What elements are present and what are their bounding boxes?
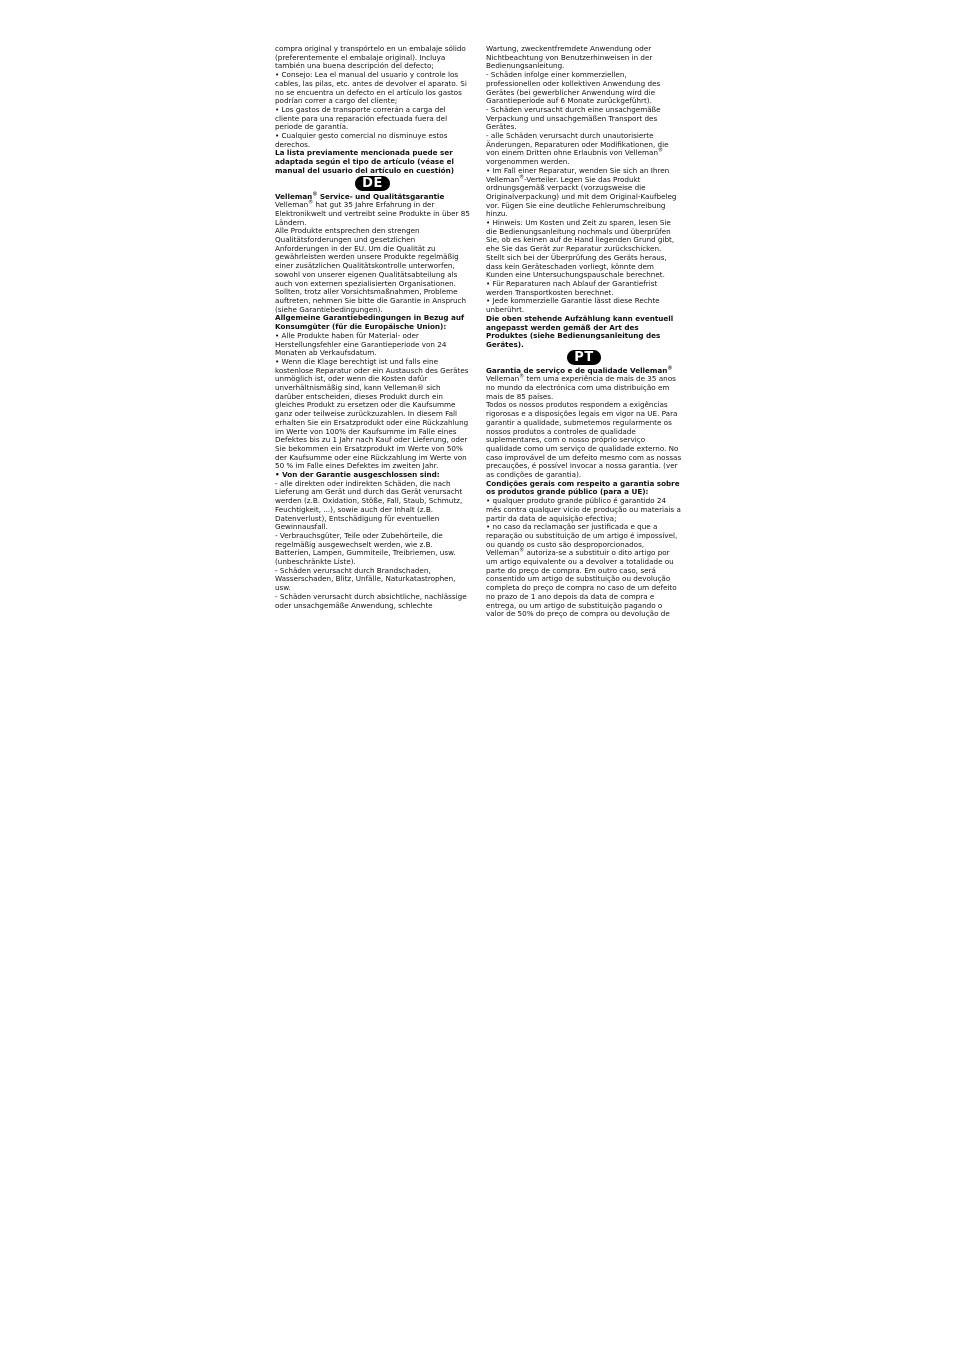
de-excluded-item: - alle direkten oder indirekten Schäden, die nach Lieferung am Gerät und durch das Gerät verursacht werden (z.B. Oxidation, Stöße, Fall, Staub, Schmutz, Feuchtigkeit, ...), sowie auch der Inhalt (z.B. Datenverlust), Entschädigung für eventuellen Gewinnausfall. — [275, 478, 463, 532]
item-text: vorgenommen werden. — [486, 157, 570, 167]
de-continued: - Schäden verursacht durch eine unsachgemäße Verpackung und unsachgemäßen Transport des Gerätes. — [486, 104, 661, 132]
de-excluded-title: • Von der Garantie ausgeschlossen sind: — [275, 470, 440, 480]
de-continued: Wartung, zweckentfremdete Anwendung oder Nichtbeachtung von Benutzerhinweisen in der Bedienungsanleitung. — [486, 44, 653, 71]
de-repair-item — [486, 167, 682, 219]
title-text: Service- und Qualitätsgarantie — [317, 191, 445, 201]
left-column — [275, 45, 470, 610]
pt-quality: Todos os nossos produtos respondem a exigências rigorosas e a disposições legais em vigor na UE. Para garantir a qualidade, submetemos regularmente os nossos produtos a controles de qualidade suplementares, com o nosso próprio serviço qualidade como um serviço de qualidade externo. No caso improvável de um defeito mesmo com as nossas precauções, é possível invocar a nossa garantia. (ver as condições de garantia). — [486, 400, 682, 480]
es-paragraph: • Cualquier gesto comercial no disminuye estos derechos. — [275, 131, 448, 149]
de-excluded-item: - Verbrauchsgüter, Teile oder Zubehörteile, die regelmäßig ausgewechselt werden, wie z.B. Batterien, Lampen, Gummiteile, Treibriemen, usw. (unbeschränkte Liste). — [275, 530, 456, 567]
brand-name: Velleman — [486, 374, 520, 384]
intro-text: tem uma experiência de mais de 35 anos no mundo da electrónica com uma distribuição em mais de 85 países. — [486, 374, 676, 401]
de-quality: Alle Produkte entsprechen den strengen Qualitätsforderungen und gesetzlichen Anforderungen in der EU. Um die Qualität zu gewährleisten werden unsere Produkte regelmäßig einer zusätzlichen Qualitätskontrolle unterworfen, sowohl von unserer eigenen Qualitätsabteilung als auch von externen spezialisierten Organisationen. Sollten, trotz aller Vorsichtsmaßnahmen, Probleme auftreten, nehmen Sie bitte die Garantie in Anspruch (siehe Garantiebedingungen). — [275, 226, 467, 314]
registered-mark: ® — [519, 174, 525, 181]
item-text: autoriza-se a substituir o dito artigo por um artigo equivalente ou a devolver a totalidade ou parte do preço de compra. Em outro caso, será consentido um artigo de substituição ou devolução completa do preço de compra no caso de um defeito no prazo de 1 ano depois da data de compra e entrega, ou um artigo de substituição pagando o valor de 50% do preço de compra ou devolução de — [486, 548, 677, 619]
es-note: La lista previamente mencionada puede ser adaptada según el tipo de artículo (véase el manual del usuario del artículo en cuestión) — [275, 148, 455, 175]
de-more-item: • Hinweis: Um Kosten und Zeit zu sparen, lesen Sie die Bedienungsanleitung nochmals und überprüfen Sie, ob es keinen auf de Hand liegenden Grund gibt, ehe Sie das Gerät zur Reparatur zurückschicken. Stellt sich bei der Überprüfung des Geräts heraus, dass kein Geräteschaden vorliegt, könnte dem Kunden eine Untersuchungspauschale berechnet. — [486, 218, 675, 280]
de-badge-row — [275, 176, 470, 193]
brand-name: Velleman — [275, 191, 313, 201]
item-text: -Verteiler. Legen Sie das Produkt ordnungsgemäß verpackt (vorzugsweise die Originalverpackung) und mit dem Original-Kaufbeleg vor. Fügen Sie eine deutliche Fehlerumschreibung hinzu. — [486, 174, 677, 219]
item-text: - alle Schäden verursacht durch unautorisierte Änderungen, Reparaturen oder Modifikationen, die von einem Dritten ohne Erlaubnis von Velleman — [486, 131, 669, 158]
intro-text: hat gut 35 Jahre Erfahrung in der Elektronikwelt und vertreibt seine Produkte in über 85 Ländern. — [275, 200, 470, 227]
de-more-item: • Für Reparaturen nach Ablauf der Garantiefrist werden Transportkosten berechnet. — [486, 278, 658, 297]
de-note: Die oben stehende Aufzählung kann eventuell angepasst werden gemäß der Art des Produktes (siehe Bedienungsanleitung des Gerätes). — [486, 313, 674, 349]
es-paragraph: • Los gastos de transporte correrán a carga del cliente para una reparación efectuada fuera del periode de garantía. — [275, 104, 448, 132]
registered-mark: ® — [308, 199, 314, 206]
de-intro — [275, 201, 470, 227]
pt-condition-item — [486, 523, 682, 619]
title-text: Garantia de serviço e de qualidade Velleman — [486, 365, 668, 375]
registered-mark: ® — [667, 365, 673, 372]
es-paragraph: compra original y transpórtelo en un embalaje sólido (preferentemente el embalaje original). Incluya también una buena descripción del defecto; — [275, 44, 466, 71]
es-paragraph: • Consejo: Lea el manual del usuario y controle los cables, las pilas, etc. antes de devolver el aparato. Si no se encuentra un defecto en el artículo los gastos podrían correr a cargo del cliente; — [275, 70, 467, 106]
de-more-item: • Jede kommerzielle Garantie lässt diese Rechte unberührt. — [486, 296, 660, 315]
de-conditions-title: Allgemeine Garantiebedingungen in Bezug auf Konsumgüter (für die Europäische Union): — [275, 313, 465, 332]
registered-mark: ® — [312, 191, 318, 198]
right-column — [486, 45, 682, 619]
de-condition-item: • Wenn die Klage berechtigt ist und falls eine kostenlose Reparatur oder ein Austausch des Gerätes unmöglich ist, oder wenn die Kosten dafür unverhältnismäßig sind, kann Velleman® sich darüber entscheiden, dieses Produkt durch ein gleiches Produkt zu ersetzen oder die Kaufsumme ganz oder teilweise zurückzuzahlen. In diesem Fall erhalten Sie ein Ersatzprodukt oder eine Rückzahlung im Werte von 100% der Kaufsumme im Falle eines Defektes bis zu 1 Jahr nach Kauf oder Lieferung, oder Sie bekommen ein Ersatzprodukt im Werte von 50% der Kaufsumme oder eine Rückzahlung im Werte von 50 % im Falle eines Defektes im zweiten Jahr. — [275, 356, 469, 471]
de-continued: - Schäden infolge einer kommerziellen, professionellen oder kollektiven Anwendung des Gerätes (bei gewerblicher Anwendung wird die Garantieperiode auf 6 Monate zurückgeführt). — [486, 70, 661, 106]
de-modification-item — [486, 132, 682, 167]
registered-mark: ® — [658, 148, 664, 155]
brand-name: Velleman — [275, 200, 309, 210]
pt-badge-row — [486, 350, 682, 367]
de-excluded-item: - Schäden verursacht durch absichtliche, nachlässige oder unsachgemäße Anwendung, schlechte — [275, 591, 467, 610]
pt-condition-item: • qualquer produto grande público é garantido 24 mês contra qualquer vício de produção ou materiais a partir da data de aquisição efectiva; — [486, 496, 681, 523]
pt-intro — [486, 375, 682, 401]
registered-mark: ® — [519, 373, 525, 380]
pt-conditions-title: Condições gerais com respeito a garantia sobre os produtos grande público (para a UE): — [486, 478, 680, 497]
de-condition-item: • Alle Produkte haben für Material- oder Herstellungsfehler eine Garantieperiode von 24 Monaten ab Verkaufsdatum. — [275, 330, 447, 358]
item-text: • no caso da reclamação ser justificada e que a reparação ou substituição de um artigo é impossível, ou quando os custo são desproporcionados, Velleman — [486, 522, 678, 558]
registered-mark: ® — [519, 547, 525, 554]
language-badge-pt: PT — [567, 350, 600, 365]
de-excluded-item: - Schäden verursacht durch Brandschaden, Wasserschaden, Blitz, Unfälle, Naturkatastrophen, usw. — [275, 565, 456, 593]
language-badge-de: DE — [355, 176, 390, 191]
item-text: • Im Fall einer Reparatur, wenden Sie sich an Ihren Velleman — [486, 165, 670, 184]
